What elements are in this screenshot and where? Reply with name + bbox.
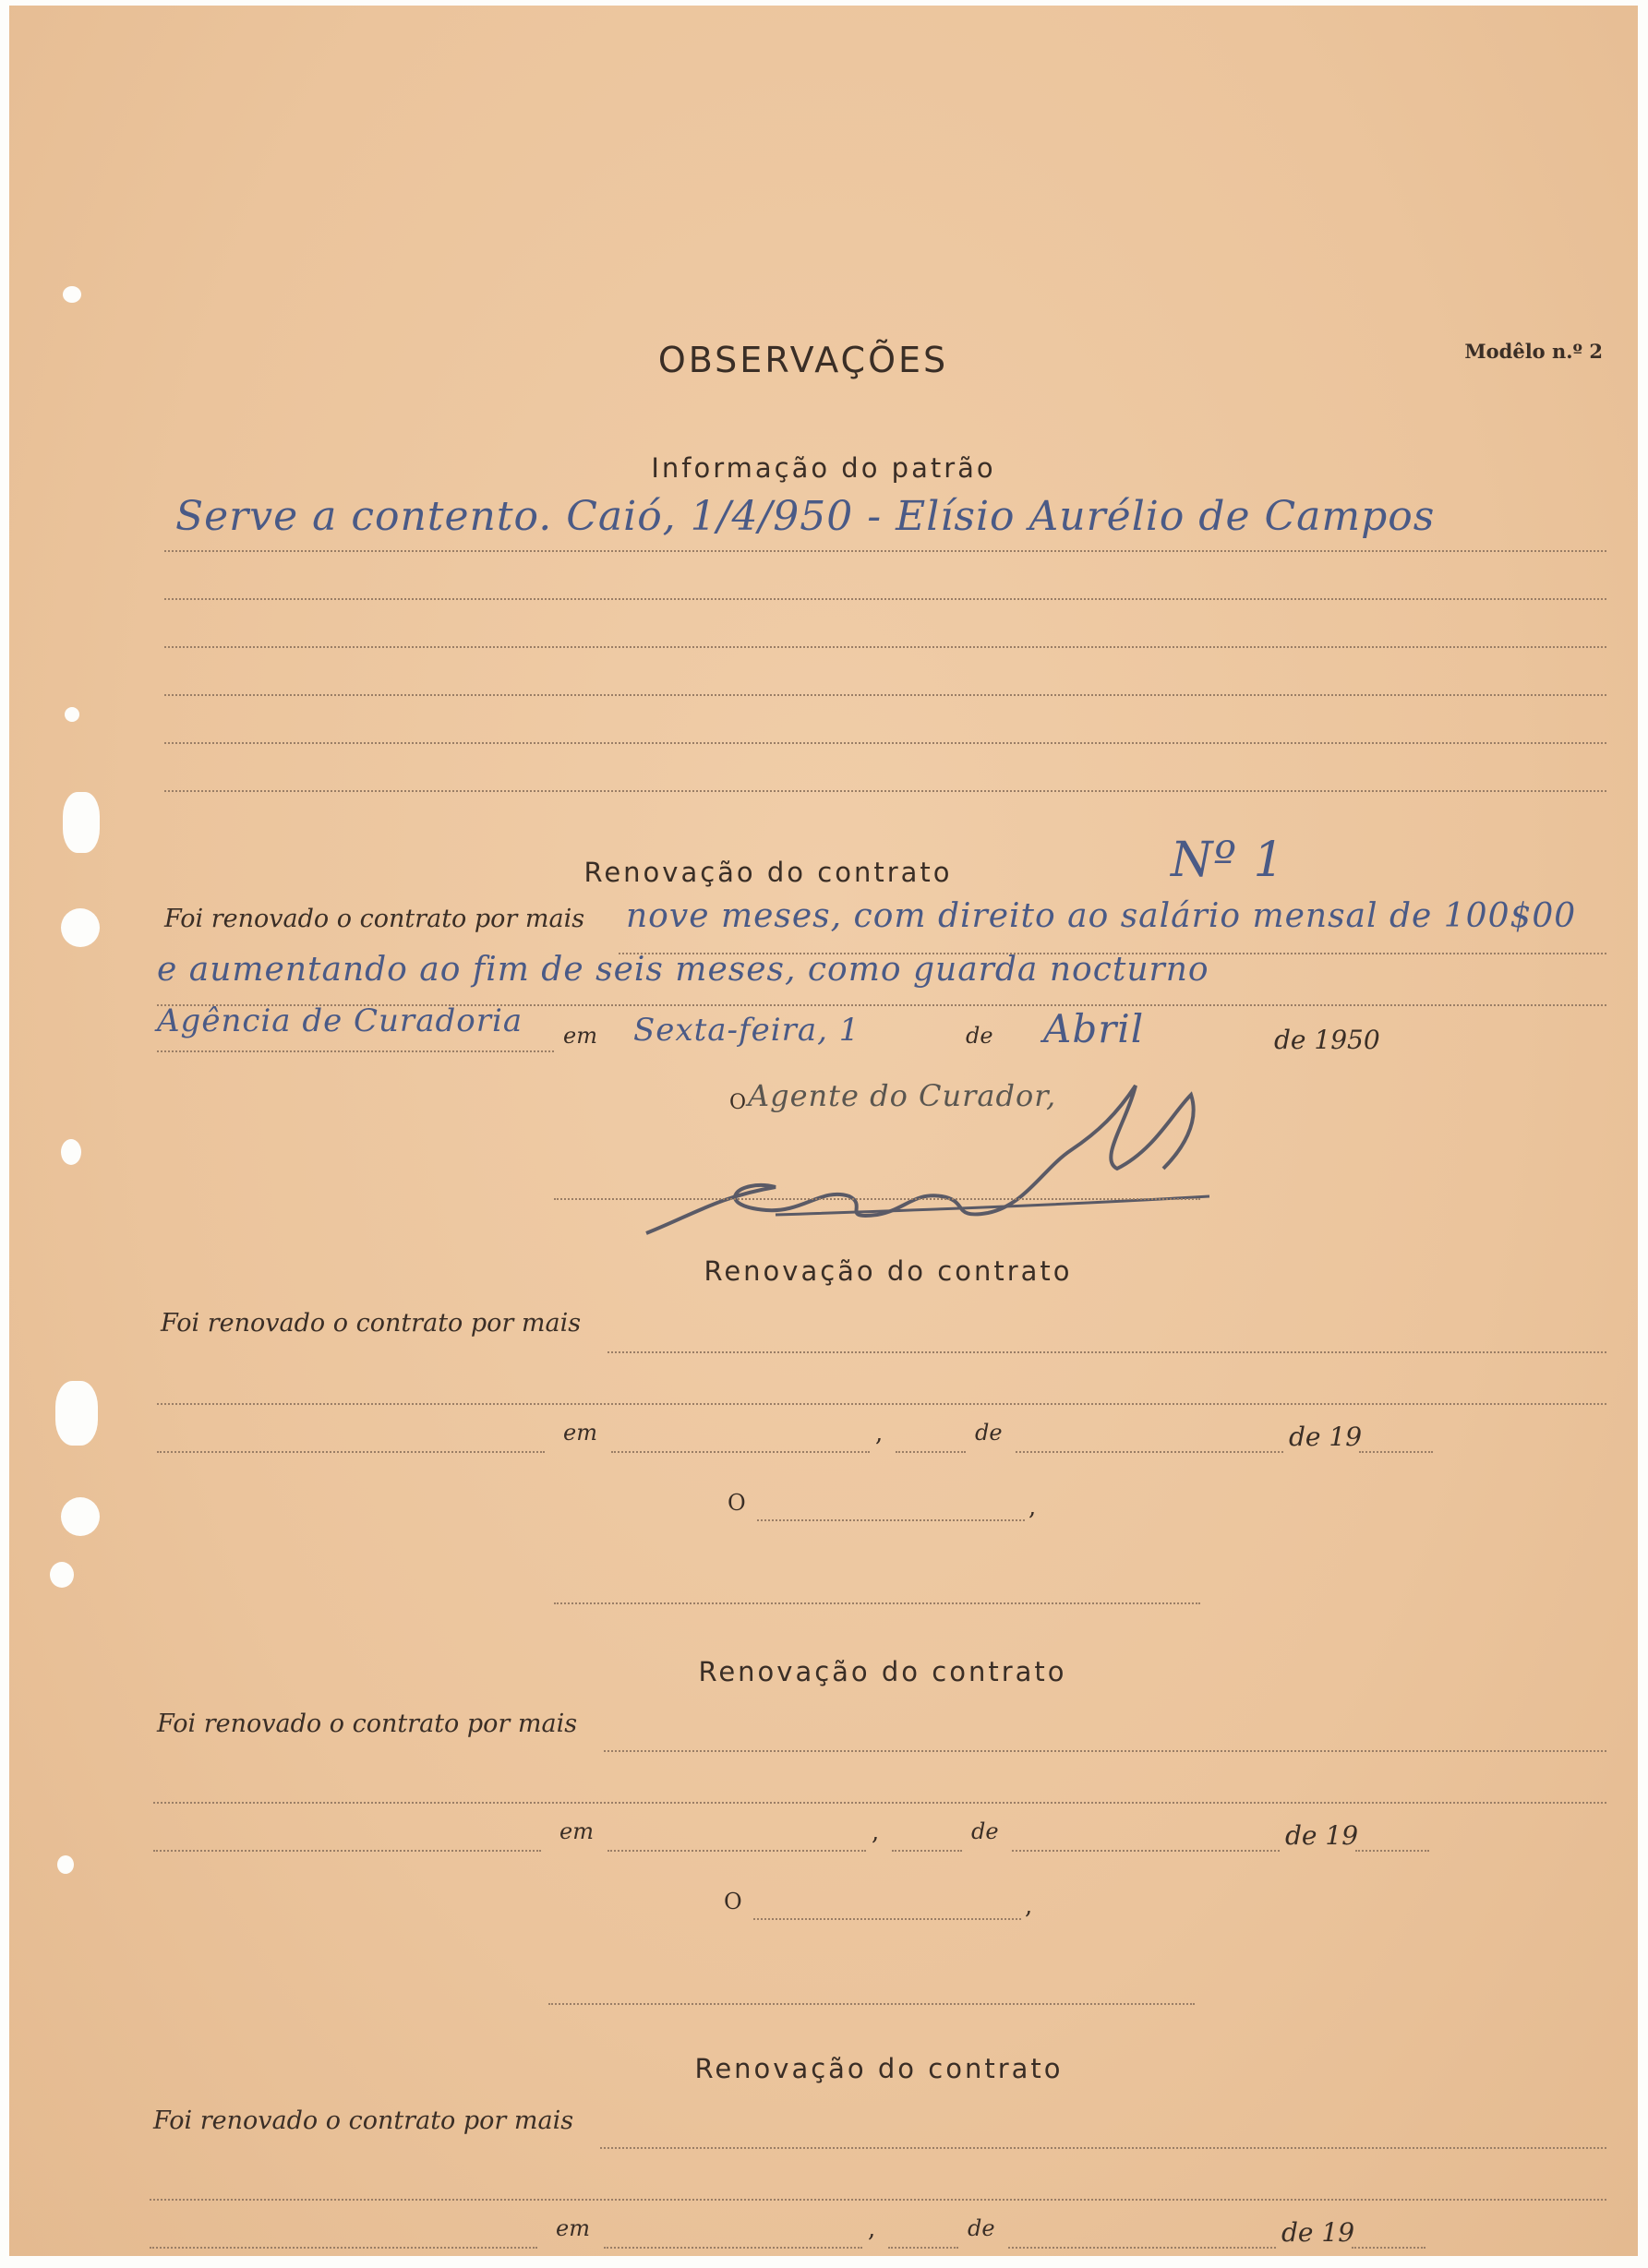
renewal-line xyxy=(604,1750,1606,1752)
info-line xyxy=(164,742,1606,744)
renewal-year-line xyxy=(1359,1451,1433,1453)
employer-info-heading: Informação do patrão xyxy=(651,452,996,484)
renewal-official-line xyxy=(753,1918,1021,1920)
comma: , xyxy=(868,2215,876,2243)
renewal-month-line xyxy=(1008,2247,1276,2249)
info-line xyxy=(164,550,1606,552)
punch-hole xyxy=(63,792,100,853)
renewal-line xyxy=(607,1351,1606,1353)
renewal-line xyxy=(157,1403,1606,1405)
renewal-line2-handwriting: e aumentando ao fim de seis meses, como guarda nocturno xyxy=(157,951,1209,989)
renewal-heading-2: Renovação do contrato xyxy=(704,1255,1073,1287)
em-label: em xyxy=(563,1023,597,1049)
renewed-label: Foi renovado o contrato por mais xyxy=(157,1710,578,1738)
renewal-line xyxy=(600,2147,1606,2149)
renewal-place-line xyxy=(153,1850,541,1852)
de-label: de xyxy=(966,1023,993,1049)
renewal-month-line xyxy=(1016,1451,1283,1453)
renewed-label: Foi renovado o contrato por mais xyxy=(153,2106,574,2135)
document-page xyxy=(9,6,1638,2256)
renewal-line xyxy=(153,1802,1606,1804)
em-label: em xyxy=(559,1818,594,1844)
punch-hole xyxy=(57,1855,74,1874)
punch-hole xyxy=(50,1562,74,1588)
comma: , xyxy=(875,1420,884,1447)
info-line xyxy=(164,598,1606,600)
renewal-official-line xyxy=(757,1519,1025,1521)
model-number: Modêlo n.º 2 xyxy=(1464,340,1603,363)
renewed-label: Foi renovado o contrato por mais xyxy=(161,1309,582,1338)
comma: , xyxy=(872,1818,880,1846)
comma: , xyxy=(1028,1494,1037,1521)
renewal-month-handwriting: Abril xyxy=(1043,1006,1145,1051)
official-handwriting: Agente do Curador, xyxy=(748,1078,1057,1113)
renewal-line xyxy=(892,1850,962,1852)
de-label: de xyxy=(968,2215,995,2241)
renewal-place-line xyxy=(157,1451,545,1453)
signature-line xyxy=(548,2003,1195,2005)
renewal-heading-1: Renovação do contrato xyxy=(583,857,953,888)
page-title: OBSERVAÇÕES xyxy=(657,340,949,380)
punch-hole xyxy=(61,1139,81,1165)
year-label: de 19 xyxy=(1281,2217,1355,2248)
renewal-day-line xyxy=(604,2247,862,2249)
de-label: de xyxy=(971,1818,999,1844)
punch-hole xyxy=(63,286,81,303)
o-label: O xyxy=(729,1091,747,1114)
info-line xyxy=(164,694,1606,696)
de-label: de xyxy=(975,1420,1003,1446)
o-label: O xyxy=(724,1889,742,1914)
renewal-line xyxy=(150,2199,1606,2201)
renewal-line xyxy=(888,2247,958,2249)
info-line xyxy=(164,646,1606,648)
info-line xyxy=(164,790,1606,792)
renewal-line1-handwriting: nove meses, com direito ao salário mensal de 100$00 xyxy=(626,897,1577,935)
em-label: em xyxy=(563,1420,597,1446)
renewal-month-line xyxy=(1012,1850,1280,1852)
renewal-place-line xyxy=(150,2247,537,2249)
punch-hole xyxy=(61,908,100,947)
punch-hole xyxy=(61,1497,100,1536)
renewal-line xyxy=(896,1451,966,1453)
renewal-year-line xyxy=(1355,1850,1429,1852)
year-label: de 1950 xyxy=(1274,1025,1380,1055)
renewal-day-line xyxy=(607,1850,866,1852)
renewal-day-line xyxy=(611,1451,870,1453)
year-label: de 19 xyxy=(1289,1422,1363,1452)
renewal-place-handwriting: Agência de Curadoria xyxy=(157,1002,523,1039)
em-label: em xyxy=(556,2215,590,2241)
year-label: de 19 xyxy=(1285,1820,1359,1851)
renewal-number: Nº 1 xyxy=(1171,833,1285,888)
punch-hole xyxy=(65,707,79,722)
signature-line xyxy=(554,1602,1200,1604)
renewal-day-handwriting: Sexta-feira, 1 xyxy=(633,1012,860,1049)
o-label: O xyxy=(728,1490,746,1516)
signature-line xyxy=(554,1198,1200,1200)
comma: , xyxy=(1025,1892,1033,1920)
renewal-place-line xyxy=(157,1050,554,1052)
employer-info-handwriting: Serve a contento. Caió, 1/4/950 - Elísio Aurélio de Campos xyxy=(175,493,1436,540)
renewed-label: Foi renovado o contrato por mais xyxy=(164,905,585,933)
signature xyxy=(637,1058,1302,1242)
renewal-year-line xyxy=(1352,2247,1425,2249)
punch-hole xyxy=(55,1381,98,1446)
renewal-heading-4: Renovação do contrato xyxy=(694,2053,1064,2084)
renewal-heading-3: Renovação do contrato xyxy=(698,1656,1067,1687)
